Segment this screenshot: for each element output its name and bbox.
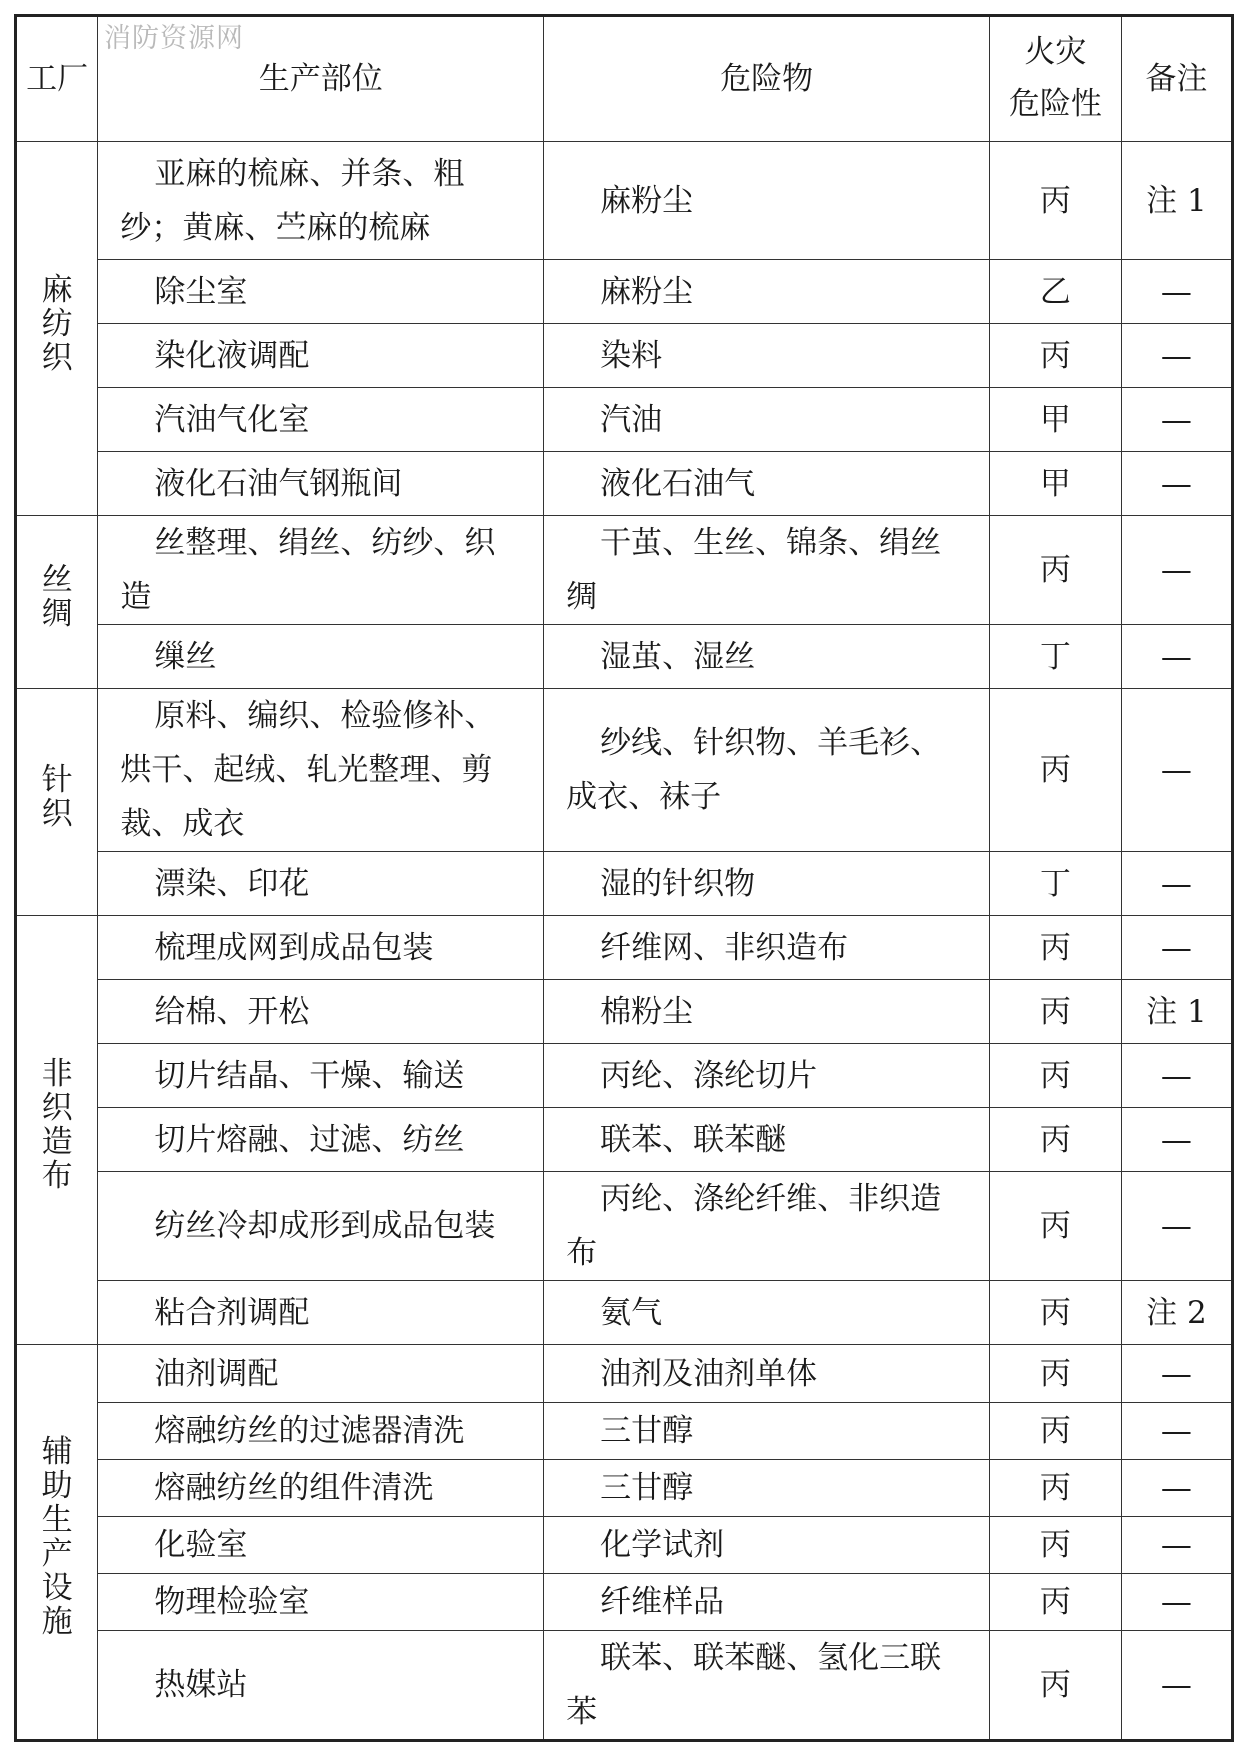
fire-risk-cell-text: 甲 (1039, 465, 1071, 502)
note-cell-text: — (1160, 1121, 1192, 1158)
fire-risk-cell-text: 丁 (1039, 865, 1071, 902)
fire-risk-cell (989, 1631, 1121, 1741)
table-row (16, 852, 1233, 916)
table-row (16, 1345, 1233, 1403)
hazard-cell (544, 452, 990, 516)
note-cell-text: — (1160, 1584, 1192, 1620)
factory-cell (16, 516, 98, 689)
hazard-cell (544, 1345, 990, 1403)
table-row (16, 1460, 1233, 1517)
fire-risk-cell (989, 625, 1121, 689)
note-cell-text: — (1160, 1470, 1192, 1506)
hazard-cell (544, 1172, 990, 1281)
table-row (16, 324, 1233, 388)
table-row (16, 1631, 1233, 1741)
hazard-cell-text: 纤维样品 (600, 1584, 725, 1620)
note-cell (1121, 852, 1232, 916)
table-body (16, 142, 1233, 1741)
fire-risk-cell-text: 丙 (1039, 1057, 1071, 1094)
hazard-cell-text: 丙纶、涤纶纤维、非织造布 (566, 1181, 942, 1271)
production-part-cell (98, 1403, 544, 1460)
production-part-cell-text: 物理检验室 (154, 1584, 310, 1620)
hazard-cell (544, 1044, 990, 1108)
hazard-cell-text: 纱线、针织物、羊毛衫、成衣、袜子 (566, 725, 942, 815)
production-part-cell (98, 1574, 544, 1631)
fire-risk-cell (989, 1281, 1121, 1345)
hazard-cell-text: 液化石油气 (600, 465, 756, 502)
fire-risk-cell (989, 516, 1121, 625)
hazard-cell (544, 1631, 990, 1741)
production-part-cell-text: 化验室 (154, 1527, 248, 1563)
note-cell-text: — (1160, 1208, 1192, 1244)
table-row (16, 1108, 1233, 1172)
fire-risk-cell (989, 980, 1121, 1044)
note-cell-text: — (1160, 1413, 1192, 1449)
production-part-cell-text: 汽油气化室 (154, 401, 310, 438)
production-part-cell-text: 缫丝 (154, 638, 217, 675)
production-part-cell-text: 热媒站 (154, 1667, 248, 1703)
note-cell-text: 注 2 (1146, 1294, 1207, 1331)
header-hazard: 危险物 (544, 16, 990, 142)
note-cell (1121, 452, 1232, 516)
note-cell-text: — (1160, 552, 1192, 588)
production-part-cell-text: 梳理成网到成品包装 (154, 929, 434, 966)
note-cell-text: — (1160, 1355, 1192, 1392)
hazard-cell (544, 1281, 990, 1345)
fire-risk-cell (989, 916, 1121, 980)
fire-risk-cell-text: 丙 (1039, 929, 1071, 966)
fire-risk-cell-text: 丙 (1039, 1413, 1071, 1449)
factory-label: 针织 (41, 762, 73, 832)
table-row (16, 1172, 1233, 1281)
note-cell-text: — (1160, 337, 1192, 374)
note-cell-text: 注 1 (1146, 182, 1207, 219)
note-cell-text: — (1160, 1667, 1192, 1703)
production-part-cell-text: 液化石油气钢瓶间 (154, 465, 403, 502)
fire-risk-cell-text: 丙 (1039, 1355, 1071, 1392)
production-part-cell (98, 452, 544, 516)
hazard-cell (544, 260, 990, 324)
hazard-cell (544, 388, 990, 452)
note-cell-text: — (1160, 638, 1192, 675)
production-part-cell-text: 切片熔融、过滤、纺丝 (154, 1121, 465, 1158)
production-part-cell (98, 388, 544, 452)
hazard-cell (544, 1403, 990, 1460)
hazard-cell (544, 980, 990, 1044)
note-cell-text: — (1160, 752, 1192, 788)
table-row (16, 516, 1233, 625)
hazard-cell-text: 染料 (600, 337, 663, 374)
production-part-cell-text: 粘合剂调配 (154, 1294, 310, 1331)
note-cell (1121, 516, 1232, 625)
table-row (16, 1044, 1233, 1108)
production-part-cell (98, 625, 544, 689)
hazard-cell-text: 三甘醇 (600, 1413, 694, 1449)
fire-risk-cell-text: 丙 (1039, 182, 1071, 219)
production-part-cell-text: 漂染、印花 (154, 865, 310, 902)
note-cell-text: 注 1 (1146, 993, 1207, 1030)
fire-risk-cell-text: 乙 (1039, 273, 1071, 310)
hazard-cell (544, 324, 990, 388)
fire-risk-cell-text: 丁 (1039, 638, 1071, 675)
production-part-cell (98, 1345, 544, 1403)
production-part-cell (98, 1108, 544, 1172)
table-row (16, 1403, 1233, 1460)
hazard-cell (544, 625, 990, 689)
production-part-cell-text: 亚麻的梳麻、并条、粗纱；黄麻、苎麻的梳麻 (120, 155, 465, 246)
note-cell (1121, 916, 1232, 980)
note-cell (1121, 1281, 1232, 1345)
note-cell (1121, 1574, 1232, 1631)
production-part-cell-text: 切片结晶、干燥、输送 (154, 1057, 465, 1094)
fire-risk-cell (989, 388, 1121, 452)
production-part-cell (98, 324, 544, 388)
hazard-cell (544, 516, 990, 625)
header-fire-line2: 危险性 (1008, 86, 1102, 122)
note-cell (1121, 980, 1232, 1044)
hazard-cell (544, 1108, 990, 1172)
hazard-cell-text: 汽油 (600, 401, 663, 438)
table-row (16, 1574, 1233, 1631)
fire-risk-cell-text: 丙 (1039, 1208, 1071, 1244)
table-row (16, 1281, 1233, 1345)
note-cell (1121, 625, 1232, 689)
fire-risk-cell (989, 1517, 1121, 1574)
production-part-cell (98, 1517, 544, 1574)
production-part-cell (98, 689, 544, 852)
fire-risk-cell (989, 142, 1121, 260)
fire-risk-cell (989, 452, 1121, 516)
hazard-cell (544, 1460, 990, 1517)
production-part-cell-text: 纺丝冷却成形到成品包装 (154, 1208, 496, 1244)
note-cell (1121, 1345, 1232, 1403)
note-cell (1121, 324, 1232, 388)
note-cell (1121, 689, 1232, 852)
fire-risk-cell-text: 丙 (1039, 993, 1071, 1030)
fire-risk-cell (989, 1403, 1121, 1460)
note-cell-text: — (1160, 865, 1192, 902)
header-part: 生产部位 (98, 16, 544, 142)
fire-risk-cell-text: 丙 (1039, 1470, 1071, 1506)
fire-risk-cell-text: 丙 (1039, 1584, 1071, 1620)
note-cell-text: — (1160, 929, 1192, 966)
fire-risk-cell-text: 丙 (1039, 552, 1071, 588)
fire-risk-cell-text: 丙 (1039, 1527, 1071, 1563)
hazard-cell (544, 1574, 990, 1631)
fire-risk-cell (989, 1345, 1121, 1403)
fire-risk-cell-text: 甲 (1039, 401, 1071, 438)
fire-hazard-table (14, 14, 1234, 1742)
note-cell (1121, 1403, 1232, 1460)
table-row (16, 916, 1233, 980)
table-row (16, 260, 1233, 324)
fire-risk-cell (989, 689, 1121, 852)
note-cell-text: — (1160, 1527, 1192, 1563)
fire-risk-cell (989, 1044, 1121, 1108)
header-factory: 工厂 (16, 16, 98, 142)
note-cell-text: — (1160, 401, 1192, 438)
hazard-cell-text: 油剂及油剂单体 (600, 1355, 818, 1392)
note-cell (1121, 1460, 1232, 1517)
factory-label: 辅助生产设施 (41, 1434, 73, 1640)
fire-risk-cell-text: 丙 (1039, 752, 1071, 788)
header-note: 备注 (1121, 16, 1232, 142)
factory-cell (16, 1345, 98, 1741)
hazard-cell (544, 142, 990, 260)
production-part-cell (98, 260, 544, 324)
hazard-cell-text: 氨气 (600, 1294, 663, 1331)
note-cell-text: — (1160, 465, 1192, 502)
hazard-cell (544, 689, 990, 852)
note-cell (1121, 1044, 1232, 1108)
header-fire-risk (989, 16, 1121, 142)
production-part-cell (98, 1281, 544, 1345)
table-row (16, 980, 1233, 1044)
note-cell (1121, 1631, 1232, 1741)
fire-risk-cell-text: 丙 (1039, 1121, 1071, 1158)
hazard-cell-text: 麻粉尘 (600, 182, 694, 219)
hazard-cell (544, 852, 990, 916)
note-cell (1121, 388, 1232, 452)
hazard-cell-text: 三甘醇 (600, 1470, 694, 1506)
hazard-cell-text: 化学试剂 (600, 1527, 725, 1563)
hazard-cell-text: 湿的针织物 (600, 865, 756, 902)
hazard-cell-text: 丙纶、涤纶切片 (600, 1057, 818, 1094)
fire-risk-cell (989, 1460, 1121, 1517)
hazard-cell-text: 干茧、生丝、锦条、绢丝绸 (566, 525, 942, 615)
production-part-cell-text: 染化液调配 (154, 337, 310, 374)
fire-risk-cell (989, 1574, 1121, 1631)
fire-risk-cell-text: 丙 (1039, 337, 1071, 374)
production-part-cell-text: 除尘室 (154, 273, 248, 310)
production-part-cell-text: 原料、编织、检验修补、烘干、起绒、轧光整理、剪裁、成衣 (120, 698, 496, 842)
table-row (16, 142, 1233, 260)
hazard-cell-text: 湿茧、湿丝 (600, 638, 756, 675)
note-cell (1121, 1108, 1232, 1172)
production-part-cell (98, 980, 544, 1044)
table-row (16, 625, 1233, 689)
note-cell-text: — (1160, 273, 1192, 310)
hazard-cell-text: 麻粉尘 (600, 273, 694, 310)
hazard-cell-text: 棉粉尘 (600, 993, 694, 1030)
fire-risk-cell (989, 852, 1121, 916)
production-part-cell-text: 油剂调配 (154, 1355, 279, 1392)
production-part-cell-text: 丝整理、绢丝、纺纱、织造 (120, 525, 496, 615)
note-cell (1121, 1517, 1232, 1574)
note-cell (1121, 260, 1232, 324)
table-row (16, 452, 1233, 516)
hazard-cell-text: 纤维网、非织造布 (600, 929, 849, 966)
production-part-cell (98, 1044, 544, 1108)
hazard-cell-text: 联苯、联苯醚、氢化三联苯 (566, 1640, 942, 1730)
production-part-cell (98, 1631, 544, 1741)
table-row (16, 388, 1233, 452)
hazard-cell (544, 916, 990, 980)
production-part-cell (98, 516, 544, 625)
factory-label: 非织造布 (41, 1056, 73, 1194)
fire-risk-cell-text: 丙 (1039, 1667, 1071, 1703)
table-row (16, 689, 1233, 852)
production-part-cell-text: 给棉、开松 (154, 993, 310, 1030)
fire-risk-cell-text: 丙 (1039, 1294, 1071, 1331)
factory-cell (16, 916, 98, 1345)
watermark-text: 消防资源网 (104, 23, 244, 54)
production-part-cell (98, 1460, 544, 1517)
note-cell-text: — (1160, 1057, 1192, 1094)
note-cell (1121, 142, 1232, 260)
header-fire-line1: 火灾 (1024, 34, 1087, 70)
factory-label: 丝绸 (41, 562, 73, 632)
factory-cell (16, 142, 98, 516)
production-part-cell-text: 熔融纺丝的过滤器清洗 (154, 1413, 465, 1449)
production-part-cell (98, 1172, 544, 1281)
production-part-cell (98, 142, 544, 260)
note-cell (1121, 1172, 1232, 1281)
hazard-cell-text: 联苯、联苯醚 (600, 1121, 787, 1158)
factory-label: 麻纺织 (41, 271, 73, 376)
production-part-cell-text: 熔融纺丝的组件清洗 (154, 1470, 434, 1506)
fire-risk-cell (989, 1172, 1121, 1281)
fire-risk-cell (989, 324, 1121, 388)
production-part-cell (98, 852, 544, 916)
table-row (16, 1517, 1233, 1574)
table-header-row (16, 16, 1233, 142)
factory-cell (16, 689, 98, 916)
fire-risk-cell (989, 1108, 1121, 1172)
production-part-cell (98, 916, 544, 980)
fire-risk-cell (989, 260, 1121, 324)
hazard-cell (544, 1517, 990, 1574)
